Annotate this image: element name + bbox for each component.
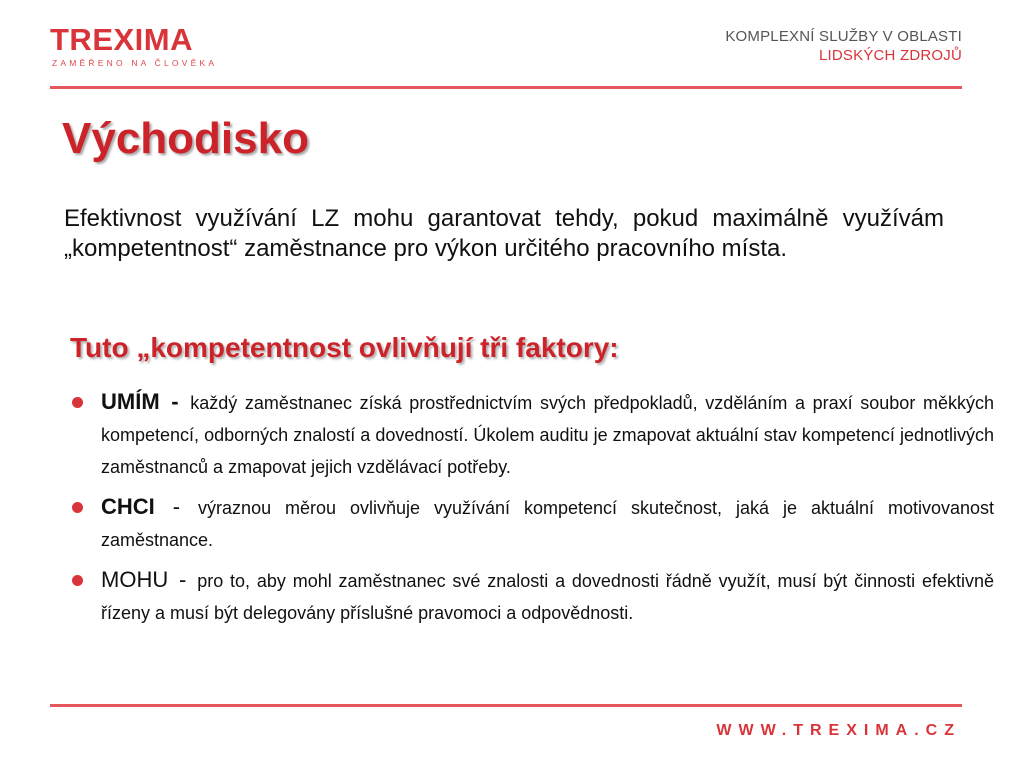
tagline-line-1: KOMPLEXNÍ SLUŽBY V OBLASTI — [725, 28, 962, 45]
bullet-icon — [72, 502, 83, 513]
factor-separator: - — [171, 389, 179, 414]
factor-item-mohu — [66, 564, 994, 629]
header-divider — [50, 86, 962, 89]
header-tagline — [725, 28, 962, 66]
factor-separator: - — [179, 567, 187, 592]
factor-description: výraznou měrou ovlivňuje využívání kompetencí skutečnost, jaká je aktuální motivovanost zaměstnance. — [101, 498, 994, 550]
bullet-icon — [72, 397, 83, 408]
tagline-line-2: LIDSKÝCH ZDROJŮ — [818, 46, 962, 64]
slide-title: Východisko — [62, 114, 309, 163]
factor-term: MOHU — [101, 567, 169, 592]
factor-term: UMÍM — [101, 389, 160, 414]
bullet-icon — [72, 575, 83, 586]
factor-term: CHCI — [101, 494, 155, 519]
footer-divider — [50, 704, 962, 707]
factors-list — [66, 386, 994, 637]
factor-item-umim — [66, 386, 994, 483]
footer-website-link[interactable]: WWW.TREXIMA.CZ — [716, 722, 961, 739]
factor-separator: - — [172, 494, 181, 519]
factor-item-chci — [66, 491, 994, 556]
intro-paragraph: Efektivnost využívání LZ mohu garantovat tehdy, pokud maximálně využívám „kompetentnost“ zaměstnance pro výkon určitého pracovního místa. — [64, 205, 944, 263]
factors-heading: Tuto „kompetentnost ovlivňují tři faktory: — [70, 332, 619, 363]
logo-slogan: ZAMĚŘENO NA ČLOVĚKA — [52, 58, 218, 68]
factor-description: každý zaměstnanec získá prostřednictvím svých předpokladů, vzděláním a praxí soubor měkkých kompetencí, odborných znalostí a dovedností. Úkolem auditu je zmapovat aktuální stav kompetencí jednotlivých zaměstnanců a zmapovat jejich vzdělávací potřeby. — [101, 393, 994, 477]
trexima-logo — [50, 24, 217, 68]
logo-wordmark: TREXIMA — [50, 22, 193, 57]
factor-description: pro to, aby mohl zaměstnanec své znalosti a dovednosti řádně využít, musí být činnosti efektivně řízeny a musí být delegovány příslušné pravomoci a odpovědnosti. — [101, 571, 994, 623]
